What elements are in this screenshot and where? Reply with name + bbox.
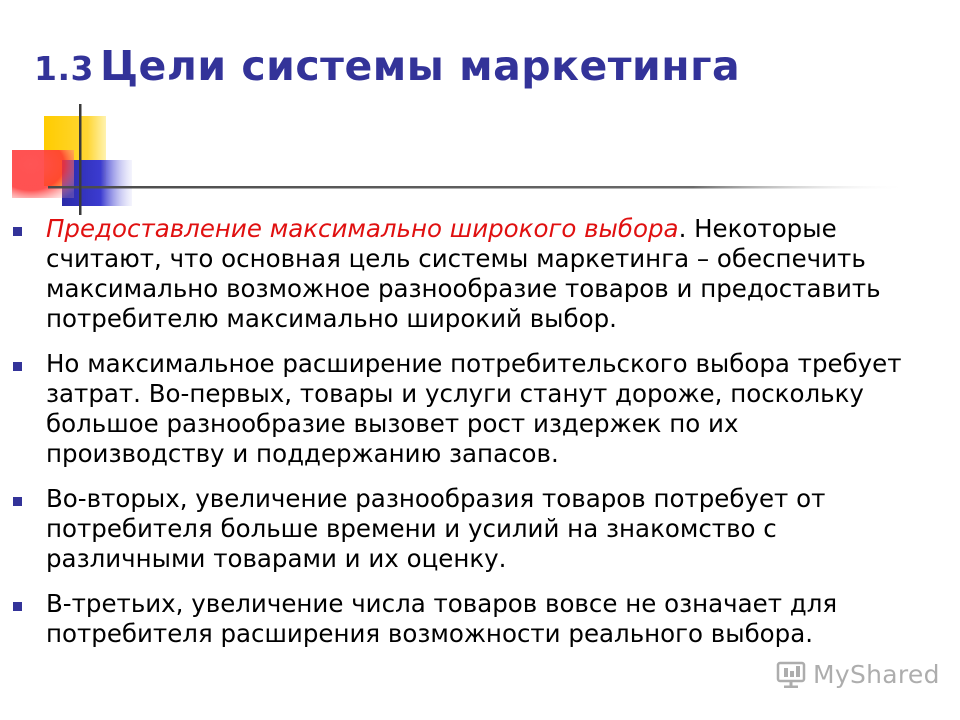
bullet-item: [0, 589, 960, 649]
bullet-marker-icon: [13, 602, 22, 611]
watermark: [775, 657, 940, 691]
slide-title: [34, 42, 741, 90]
bullet-text: В-третьих, увеличение числа товаров вовсе не означает для потребителя расширения возможности реального выбора.: [46, 589, 838, 648]
bullet-item: [0, 349, 960, 469]
bullet-text: Во-вторых, увеличение разнообразия товаров потребует от потребителя больше времени и усилий на знакомство с различными товарами и их оценку.: [46, 484, 826, 573]
watermark-text: MyShared: [813, 659, 940, 689]
bullet-emphasis: Предоставление максимально широкого выбора: [46, 214, 679, 243]
presentation-board-icon: [775, 658, 807, 690]
bullet-list: [0, 214, 960, 664]
deco-red-square: [12, 150, 74, 198]
bullet-item: [0, 484, 960, 574]
title-decoration: [0, 0, 960, 215]
bullet-marker-icon: [13, 497, 22, 506]
bullet-text: . Некоторые считают, что основная цель системы маркетинга – обеспечить максимально возможное разнообразие товаров и предоставить потребителю максимально широкий выбор.: [46, 214, 881, 333]
bullet-item: [0, 214, 960, 334]
bullet-text: Но максимальное расширение потребительского выбора требует затрат. Во-первых, товары и услуги станут дороже, поскольку большое разнообразие вызовет рост издержек по их производству и поддержанию запасов.: [46, 349, 902, 468]
deco-vertical-line: [79, 104, 82, 215]
title-text: Цели системы маркетинга: [99, 42, 741, 90]
title-number: 1.3: [34, 49, 94, 88]
bullet-marker-icon: [13, 227, 22, 236]
deco-horizontal-line: [48, 186, 908, 189]
bullet-marker-icon: [13, 362, 22, 371]
